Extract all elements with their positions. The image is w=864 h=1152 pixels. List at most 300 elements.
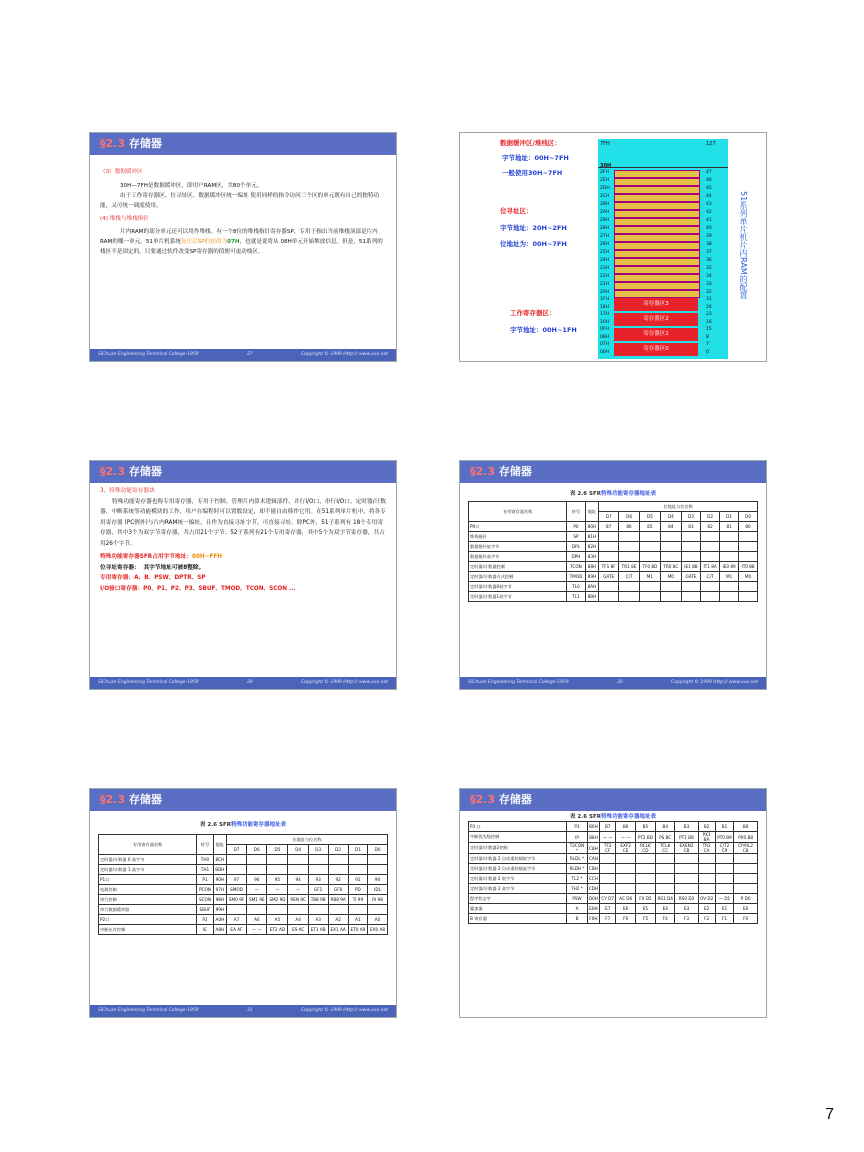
table-cell — [368, 905, 388, 915]
table-cell — [681, 582, 700, 592]
table-cell: F3 — [675, 914, 698, 924]
register-area — [598, 297, 728, 357]
register-bank: 寄存器区3 — [614, 298, 698, 311]
table-cell: E5 — [635, 904, 655, 914]
table-row — [469, 532, 758, 542]
table-cell: TH2 * — [567, 884, 588, 894]
table-cell — [635, 884, 655, 894]
slide-1 — [89, 132, 397, 362]
table-row — [469, 832, 758, 843]
address-num: 23 — [706, 312, 712, 317]
text: P0、P1、P2、P3、SBUF、TMOD、TCON、SCON ... — [143, 585, 296, 592]
bit-row — [598, 209, 728, 217]
address: 2FH — [600, 170, 609, 175]
table-cell — [308, 865, 328, 875]
table-cell: EX1 AA — [328, 925, 348, 935]
table-cell — [619, 552, 640, 562]
table-cell: F2 — [698, 914, 715, 924]
table-cell — [328, 905, 348, 915]
section-number: §2.3 — [100, 137, 125, 150]
register-row — [598, 342, 728, 357]
table-cell: ES AC — [288, 925, 308, 935]
table-cell — [720, 532, 739, 542]
header-cell: D0 — [368, 845, 388, 855]
table-row — [99, 895, 388, 905]
paragraph: 30H—7FH是数据缓冲区，即用户RAM区，共80个单元。 — [120, 183, 263, 189]
footer-right: Copyright © 1999 Http:// www.xxx.net — [671, 680, 758, 685]
table-cell — [599, 592, 619, 602]
table-cell: IT0 88 — [739, 562, 758, 572]
footer-left: SiChuan Engineering Technical College-1959 — [98, 680, 199, 685]
slide-3 — [89, 460, 397, 690]
bit-row — [598, 193, 728, 201]
header-cell: 符号 — [197, 835, 213, 855]
register-bank: 寄存器区1 — [614, 328, 698, 341]
text: 80H~FFH — [192, 554, 222, 560]
table-cell: DPH — [567, 552, 585, 562]
table-cell: RCLK CD — [635, 843, 655, 854]
table-row — [469, 522, 758, 532]
table-cell: PCON — [197, 885, 213, 895]
header-cell: D3 — [308, 845, 328, 855]
table-cell: C8H — [587, 843, 599, 854]
table-cell — [660, 542, 681, 552]
table-cell — [599, 582, 619, 592]
table-cell — [739, 552, 758, 562]
header-cell: D4 — [660, 512, 681, 522]
table-cell: 88H — [585, 562, 599, 572]
table-cell — [247, 855, 267, 865]
table-cell: F0 D5 — [635, 894, 655, 904]
table-cell: B1 — [715, 822, 733, 832]
table-cell — [616, 854, 636, 864]
table-cell — [656, 864, 675, 874]
label: 位寻址区： — [500, 207, 533, 215]
table-cell: E0 — [734, 904, 758, 914]
table-cell: 定时器/计数器2控制 — [469, 843, 567, 854]
address: 29H — [600, 218, 610, 223]
table-cell: EX0 A8 — [368, 925, 388, 935]
table-cell: ET0 A9 — [348, 925, 367, 935]
table-cell — [701, 542, 720, 552]
table-cell — [308, 855, 328, 865]
slide-number: 27 — [246, 352, 253, 357]
table-cell: A8H — [213, 925, 226, 935]
table-cell: 92 — [328, 875, 348, 885]
table-cell: F1 — [715, 914, 733, 924]
register-row — [598, 297, 728, 312]
slide-header — [90, 461, 396, 483]
table-cell — [639, 552, 660, 562]
address-num: 46 — [706, 178, 712, 183]
table-cell: 数据指针低字节 — [469, 542, 567, 552]
address: 25H — [600, 250, 610, 255]
label: 位地址为：00H~7FH — [500, 240, 567, 248]
slide-header — [460, 789, 766, 811]
table-cell — [715, 884, 733, 894]
table-cell: GF1 — [308, 885, 328, 895]
table-cell — [599, 542, 619, 552]
table-cell — [701, 582, 720, 592]
table-cell: 89H — [585, 572, 599, 582]
table-row — [469, 874, 758, 884]
table-cell — [619, 592, 640, 602]
table-cell — [739, 532, 758, 542]
slide-title: 存储器 — [128, 465, 162, 478]
table-cell — [368, 865, 388, 875]
table-cell: B8H — [587, 832, 599, 843]
header-cell: D2 — [328, 845, 348, 855]
table-cell: IE — [197, 925, 213, 935]
footer-right: Copyright © 1999 Http:// www.xxx.net — [301, 680, 388, 685]
table-cell: 数据指针高字节 — [469, 552, 567, 562]
table-cell: A6 — [247, 915, 267, 925]
text: 特殊功能寄存器地址表 — [601, 491, 657, 497]
table-cell — [616, 874, 636, 884]
page-number: 7 — [825, 1106, 834, 1123]
table-cell — [675, 874, 698, 884]
heading: 3、特殊功能寄存器块 — [100, 488, 155, 494]
paragraph: 由于工作寄存器区、位寻址区、数据缓冲区统一编址 使用同样的指令访问三个区的单元既有自己的独特功能，又可统一调度使用。 — [100, 193, 380, 209]
text: 专用寄存器： — [100, 575, 135, 581]
header-cell: 符号 — [567, 502, 585, 522]
table-cell: TF1 8F — [599, 562, 619, 572]
table-cell: 定时器/计数器方式控制 — [469, 572, 567, 582]
address: 30H — [600, 163, 612, 169]
address: 10H — [600, 320, 610, 325]
table-cell — [639, 532, 660, 542]
address-num: 43 — [706, 202, 712, 207]
table-cell: F4 — [656, 914, 675, 924]
table-cell: 串行控制 — [99, 895, 197, 905]
table-cell: 83 — [681, 522, 700, 532]
table-cell: T2CON * — [567, 843, 588, 854]
table-cell — [288, 865, 308, 875]
address: 07H — [600, 342, 610, 347]
header-cell: D1 — [720, 512, 739, 522]
table-cell: CDH — [587, 884, 599, 894]
slide-number: 30 — [616, 680, 623, 685]
table-row — [469, 854, 758, 864]
address-num: 7 — [706, 342, 709, 347]
header-cell: D1 — [348, 845, 367, 855]
address-num: 44 — [706, 194, 712, 199]
table-cell: F6 — [616, 914, 636, 924]
table-row — [99, 855, 388, 865]
text: I/O接口寄存器： — [100, 585, 144, 592]
table-cell: 95 — [267, 875, 288, 885]
address-num: 0 — [706, 350, 709, 355]
table-cell: A0H — [213, 915, 226, 925]
table-cell — [715, 854, 733, 864]
table-cell: A0 — [368, 915, 388, 925]
table-cell: SBUF — [197, 905, 213, 915]
table-cell: 91 — [348, 875, 367, 885]
table-cell: 93 — [308, 875, 328, 885]
table-cell — [681, 532, 700, 542]
table-cell — [681, 592, 700, 602]
table-cell — [656, 874, 675, 884]
table-cell — [720, 592, 739, 602]
table-cell: F5 — [635, 914, 655, 924]
table-cell: DPL — [567, 542, 585, 552]
table-cell: 81 — [720, 522, 739, 532]
table-cell — [599, 532, 619, 542]
table-cell — [600, 874, 616, 884]
table-cell — [675, 854, 698, 864]
table-cell: CBH — [587, 864, 599, 874]
table-cell — [226, 865, 246, 875]
table-cell: 85 — [639, 522, 660, 532]
table-cell: 定时器/计数器 2 低字节 — [469, 874, 567, 884]
bullet — [100, 573, 386, 584]
table-cell: 82 — [701, 522, 720, 532]
table-cell — [247, 865, 267, 875]
table-cell: A1 — [348, 915, 367, 925]
table-cell: 定时器/计数器0低字节 — [469, 582, 567, 592]
address-num: 41 — [706, 218, 712, 223]
slide-title: 存储器 — [498, 793, 532, 806]
text: 其字节地址可被8整除。 — [143, 564, 205, 571]
table-cell — [639, 542, 660, 552]
table-cell — [715, 864, 733, 874]
address-num: 45 — [706, 186, 712, 191]
address-num: 37 — [706, 250, 712, 255]
label — [502, 153, 569, 162]
table-cell — [616, 864, 636, 874]
table-cell: TF0 8D — [639, 562, 660, 572]
table-cell — [720, 582, 739, 592]
table-cell: 定时器/计数器 0 高字节 — [99, 855, 197, 865]
table-cell: F7 — [600, 914, 616, 924]
table-cell — [701, 552, 720, 562]
bit-row — [598, 281, 728, 289]
address: 22H — [600, 274, 610, 279]
address: 26H — [600, 242, 610, 247]
table-cell: B — [567, 914, 588, 924]
table-header-row — [469, 502, 758, 512]
table-row — [99, 925, 388, 935]
header-cell: D5 — [267, 845, 288, 855]
table-cell: TF2 CF — [600, 843, 616, 854]
table-row — [469, 914, 758, 924]
bit-row — [598, 257, 728, 265]
table-cell — [675, 884, 698, 894]
address-num: 31 — [706, 297, 712, 302]
table-cell: SM2 9D — [267, 895, 288, 905]
section-number: §2.3 — [100, 793, 125, 806]
table-cell: IT1 8A — [701, 562, 720, 572]
address-num: 40 — [706, 226, 712, 231]
table-title — [468, 489, 758, 497]
table-cell: D0H — [587, 894, 599, 904]
table-cell: — — — [616, 832, 636, 843]
table-cell: 97 — [226, 875, 246, 885]
address: 2EH — [600, 178, 610, 183]
table-cell: 程序状态字 — [469, 894, 567, 904]
bit-row — [598, 177, 728, 185]
table-cell — [368, 855, 388, 865]
slide-footer — [460, 677, 766, 689]
table-cell: P0口 — [469, 522, 567, 532]
bit-row — [598, 233, 728, 241]
table-cell: B4 — [656, 822, 675, 832]
label: 数据缓冲区/堆栈区： — [500, 139, 561, 147]
header-cell: D7 — [599, 512, 619, 522]
table-cell: P1 — [197, 875, 213, 885]
table-cell: — D1 — [715, 894, 733, 904]
table-cell: SP — [567, 532, 585, 542]
slide-number: 31 — [246, 1008, 253, 1013]
table-cell: 99H — [213, 905, 226, 915]
table-cell — [635, 854, 655, 864]
bit-area — [598, 169, 728, 297]
table-cell — [701, 592, 720, 602]
table-row — [469, 864, 758, 874]
table-cell: PX1 BA — [698, 832, 715, 843]
table-cell: M0 — [660, 572, 681, 582]
address-num: 39 — [706, 234, 712, 239]
table-cell: TCLK CC — [656, 843, 675, 854]
text: 特殊功能寄存器地址表 — [231, 822, 287, 828]
header-cell: 位地址与位名称 — [599, 502, 758, 512]
table-cell — [734, 884, 758, 894]
table-cell — [288, 905, 308, 915]
table-cell: RLDL * — [567, 854, 588, 864]
table-cell: 94 — [288, 875, 308, 885]
table-cell — [739, 542, 758, 552]
table-cell: 90 — [368, 875, 388, 885]
heading: (4) 堆栈与堆栈指针 — [100, 216, 149, 222]
header-cell: D0 — [739, 512, 758, 522]
address-num: 34 — [706, 274, 712, 279]
slide-number: 29 — [246, 680, 253, 685]
table-cell — [619, 582, 640, 592]
bit-row — [598, 217, 728, 225]
table-cell — [660, 532, 681, 542]
table-cell — [639, 592, 660, 602]
table-cell: TMOD — [567, 572, 585, 582]
bullet — [100, 552, 386, 563]
table-cell — [675, 864, 698, 874]
table-row — [469, 552, 758, 562]
table-cell — [734, 854, 758, 864]
address: 08H — [600, 335, 610, 340]
header-cell: 地址 — [585, 502, 599, 522]
table-cell: B5 — [635, 822, 655, 832]
table-cell: C/T — [619, 572, 640, 582]
table-cell: 86 — [619, 522, 640, 532]
table-cell — [616, 884, 636, 894]
address: 2DH — [600, 186, 610, 191]
slide-footer — [90, 1005, 396, 1017]
address-num: 127 — [706, 141, 716, 147]
address: 2CH — [600, 194, 610, 199]
table-cell — [599, 552, 619, 562]
table-cell: — — — [600, 832, 616, 843]
bit-row — [598, 169, 728, 177]
table-cell: AC D6 — [616, 894, 636, 904]
table-cell: PSW — [567, 894, 588, 904]
table-cell — [698, 884, 715, 894]
table-cell: — — — [247, 925, 267, 935]
side-caption: 51系列单片机片内RAM的配置 — [739, 191, 748, 299]
text: ，也就是说将从 08H单元开始堆放信息。但是，51系列的栈区不是固定的，只要通过软件改变SP寄存器的值便可更动栈区。 — [100, 239, 383, 255]
address: 27H — [600, 234, 610, 239]
table-header-row — [99, 835, 388, 845]
table-cell: B7 — [600, 822, 616, 832]
table-title — [98, 820, 388, 828]
table-cell — [656, 854, 675, 864]
header-cell: 地址 — [213, 835, 226, 855]
table-row — [469, 894, 758, 904]
table-cell: ET2 AD — [267, 925, 288, 935]
table-cell: 97H — [213, 885, 226, 895]
table-cell — [308, 905, 328, 915]
footer-left: SiChuan Engineering Technical College-1959 — [98, 1008, 199, 1013]
table-cell: TCON — [567, 562, 585, 572]
table-cell — [720, 542, 739, 552]
table-cell: EXEN2 CB — [675, 843, 698, 854]
header-cell: 专用寄存器名称 — [469, 502, 567, 522]
header-cell: D6 — [619, 512, 640, 522]
table-cell — [698, 874, 715, 884]
table-row — [99, 905, 388, 915]
table-cell: PX0 B8 — [734, 832, 758, 843]
table-cell: A4 — [288, 915, 308, 925]
table-cell — [734, 864, 758, 874]
table-cell — [619, 542, 640, 552]
slide-6 — [459, 788, 767, 1018]
table-row — [99, 875, 388, 885]
table-cell: CP/RL2 C8 — [734, 843, 758, 854]
table-cell: TL2 * — [567, 874, 588, 884]
footer-right: Copyright © 1999 Http:// www.xxx.net — [301, 352, 388, 357]
header-cell: 位地址与位名称 — [226, 835, 387, 845]
buffer-area — [598, 143, 728, 168]
slide-body — [90, 155, 396, 263]
table-row — [469, 582, 758, 592]
text: 占用字节地址： — [152, 554, 192, 560]
table-cell: F0H — [587, 914, 599, 924]
address: 2BH — [600, 202, 610, 207]
address-num: 33 — [706, 282, 712, 287]
address: 24H — [600, 258, 610, 263]
table-cell: 定时器/计数器 2 高字节 — [469, 884, 567, 894]
table-cell: 84 — [660, 522, 681, 532]
table-cell: 定时器/计数器 2 自动重装载高字节 — [469, 864, 567, 874]
table-cell: F0 — [734, 914, 758, 924]
slide-header — [460, 461, 766, 483]
table-cell: TI 99 — [348, 895, 367, 905]
header-cell: D2 — [701, 512, 720, 522]
table-cell: 98H — [213, 895, 226, 905]
sfr-table — [98, 834, 388, 935]
table-cell: IDL — [368, 885, 388, 895]
table-cell — [660, 582, 681, 592]
table-cell: PT0 B9 — [715, 832, 733, 843]
table-cell — [328, 855, 348, 865]
table-cell: P2口 — [99, 915, 197, 925]
footer-left: SiChuan Engineering Technical College-1959 — [98, 352, 199, 357]
table-cell: RLDH * — [567, 864, 588, 874]
table-title — [468, 812, 758, 820]
footer-right: Copyright © 1999 Http:// www.xxx.net — [301, 1008, 388, 1013]
table-row — [99, 885, 388, 895]
table-cell — [328, 865, 348, 875]
table-cell — [226, 905, 246, 915]
table-cell — [660, 592, 681, 602]
